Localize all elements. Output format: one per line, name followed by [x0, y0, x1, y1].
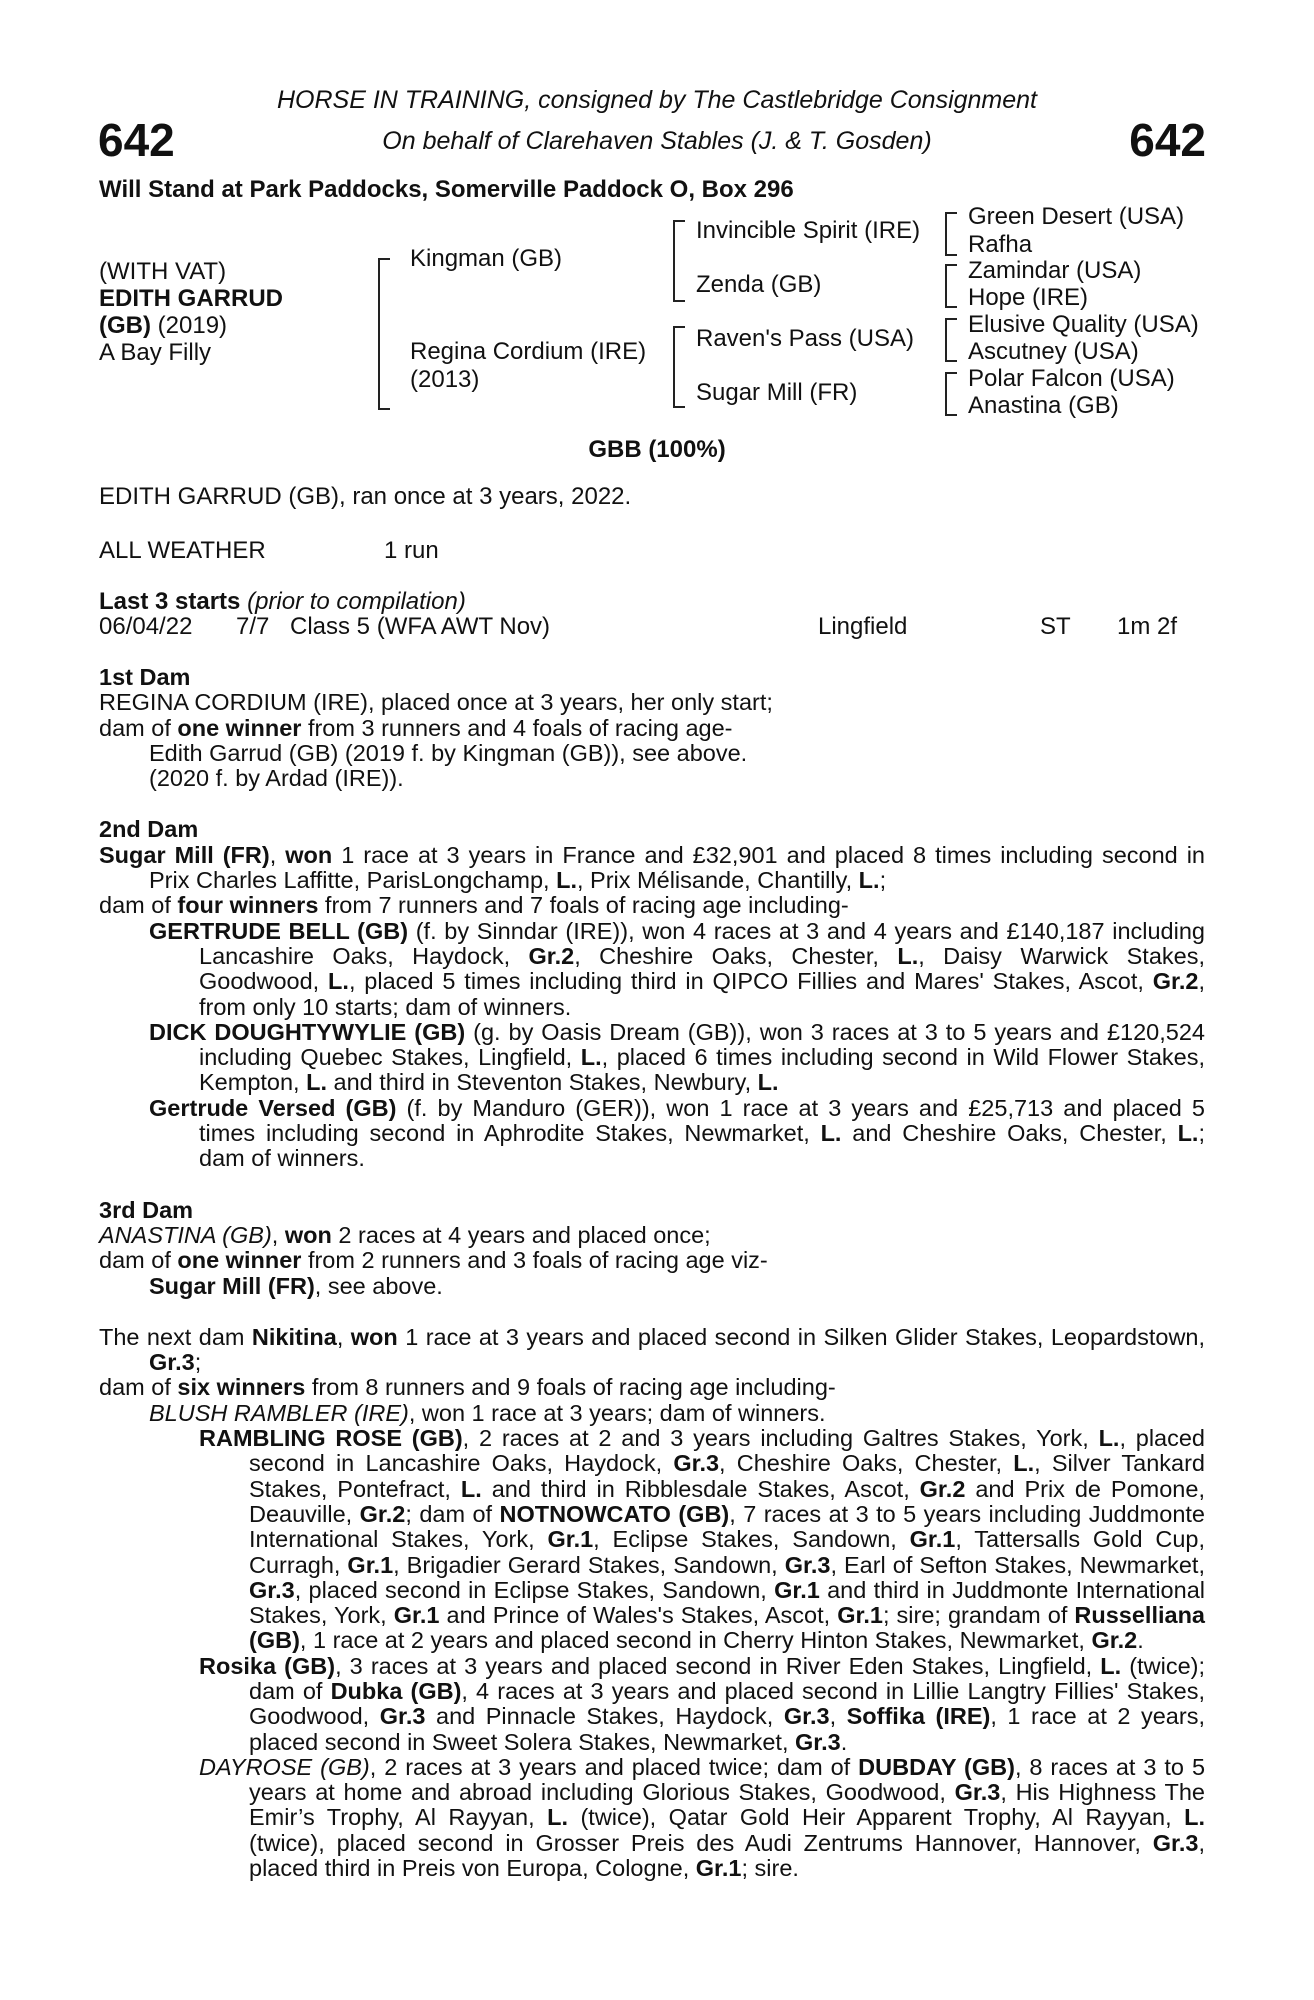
surface-label: ALL WEATHER [99, 537, 266, 564]
text-run: Gr.1 [393, 1602, 440, 1629]
gertrude-versed-entry: Gertrude Versed (GB) (f. by Manduro (GER)), won 1 race at 3 years and £25,713 and placed 5 times including second in Aphrodite Stakes, Newmarket, L. and Cheshire Oaks, Chester, L.; dam of winners. [149, 1094, 1206, 1172]
sire-sire-dam: Rafha [968, 231, 1033, 258]
text-run: ; dam of [405, 1500, 500, 1527]
dick-doughtywylie-entry: DICK DOUGHTYWYLIE (GB) (g. by Oasis Dream (GB)), won 3 races at 3 to 5 years and £120,524 including Quebec Stakes, Lingfield, L., placed 6 times including second in Wild Flower Stakes, Kempton, L. and third in Steventon Stakes, Newbury, L. [149, 1018, 1206, 1096]
sire-dam: Zenda (GB) [696, 271, 822, 298]
text-run: Gr.1 [547, 1526, 594, 1553]
pedigree-brace-2b [673, 326, 685, 408]
dam-year: (2013) [410, 366, 480, 393]
dam-lines [99, 665, 1205, 1881]
first-dam-title: 1st Dam [99, 664, 191, 690]
last-starts-heading: Last 3 starts (prior to compilation) [99, 588, 466, 615]
race-summary: EDITH GARRUD (GB), ran once at 3 years, 2022. [99, 483, 632, 510]
text-run: Gr.3 [379, 1703, 426, 1730]
text-run: (twice), Qatar Gold Heir Apparent Trophy, Al Rayyan, [567, 1804, 1185, 1831]
text-run: Gr.1 [909, 1526, 956, 1553]
text-run: Dubka (GB) [330, 1677, 462, 1704]
text-run: and Prince of Wales's Stakes, Ascot, [439, 1602, 838, 1629]
pedigree-brace-2a [673, 220, 685, 302]
dam-dam-dam: Anastina (GB) [968, 392, 1119, 419]
text-run: , Earl of Sefton Stakes, Newmarket, [830, 1551, 1205, 1578]
text-run: Gr.1 [347, 1551, 394, 1578]
text-run: RAMBLING ROSE (GB) [199, 1425, 463, 1452]
rambling-rose-entry [99, 1426, 1205, 1654]
text-run: . [840, 1728, 848, 1755]
text-run: L. [1100, 1652, 1122, 1679]
text-run: , His Highness The Emir’s Trophy, Al Rayyan, [249, 1779, 1205, 1831]
text-run: and third in Ribblesdale Stakes, Ascot, [481, 1475, 920, 1502]
surface-runs: 1 run [384, 537, 439, 564]
third-dam-line: ANASTINA (GB), won 2 races at 4 years and placed once; [99, 1221, 711, 1248]
stand-location: Will Stand at Park Paddocks, Somerville Paddock O, Box 296 [99, 176, 794, 203]
horse-origin-year: (GB) (2019) [99, 312, 228, 339]
text-run: , Cheshire Oaks, Chester, [719, 1450, 1014, 1477]
gbb-rating: GBB (100%) [588, 436, 726, 463]
text-run: and Prix de Pomone, Deauville, [249, 1475, 1205, 1527]
next-dam-line: The next dam Nikitina, won 1 race at 3 years and placed second in Silken Glider Stakes, Leopardstown, Gr.3; [99, 1323, 1206, 1376]
sire: Kingman (GB) [410, 245, 563, 272]
pedigree-brace-3d [945, 372, 957, 416]
pedigree-brace-3c [945, 318, 957, 362]
start-course: Lingfield [818, 613, 908, 640]
text-run: , placed second in Eclipse Stakes, Sandown, [294, 1576, 775, 1603]
first-dam-foal-1: Edith Garrud (GB) (2019 f. by Kingman (GB)), see above. [149, 739, 748, 766]
text-run: , 2 races at 3 years and placed twice; dam of [369, 1753, 859, 1780]
text-run: (twice); dam of [249, 1652, 1206, 1704]
dam-sire-sire: Elusive Quality (USA) [968, 311, 1199, 338]
text-run: , 1 race at 2 years and placed second in Cherry Hinton Stakes, Newmarket, [299, 1627, 1092, 1654]
second-dam-line: Sugar Mill (FR), won 1 race at 3 years in France and £32,901 and placed 8 times including second in Prix Charles Laffitte, ParisLongchamp, L., Prix Mélisande, Chantilly, L.; [99, 841, 1205, 894]
sire-sire-sire: Green Desert (USA) [968, 203, 1185, 230]
dam: Regina Cordium (IRE) [410, 338, 647, 365]
text-run: Gr.1 [774, 1576, 820, 1603]
pedigree-brace-3b [945, 264, 957, 308]
text-run: Rosika (GB) [199, 1652, 336, 1679]
text-run: L. [1184, 1804, 1205, 1831]
start-distance: 1m 2f [1117, 613, 1178, 640]
text-run: Russelliana (GB) [249, 1602, 1206, 1654]
text-run: L. [547, 1804, 568, 1831]
lot-number-right: 642 [1129, 114, 1206, 166]
text-run: Gr.2 [919, 1475, 966, 1502]
text-run: , 2 races at 2 and 3 years including Galtres Stakes, York, [462, 1425, 1099, 1452]
gertrude-bell-entry: GERTRUDE BELL (GB) (f. by Sinndar (IRE)), won 4 races at 3 and 4 years and £140,187 including Lancashire Oaks, Haydock, Gr.2, Cheshire Oaks, Chester, L., Daisy Warwick Stakes, Goodwood, L., placed 5 times including third in QIPCO Fillies and Mares' Stakes, Ascot, Gr.2, from only 10 starts; dam of winners. [149, 917, 1205, 1020]
text-run: DUBDAY (GB) [858, 1753, 1015, 1780]
pedigree-brace-1 [378, 258, 390, 410]
text-run: Gr.3 [795, 1728, 841, 1755]
text-run: L. [1098, 1425, 1120, 1452]
first-dam-foal-2: (2020 f. by Ardad (IRE)). [149, 765, 404, 792]
text-run: L. [460, 1475, 482, 1502]
text-run: Soffika (IRE) [846, 1703, 991, 1730]
pedigree-brace-3a [945, 212, 957, 256]
text-run: , 7 races at 3 to 5 years including Juddmonte International Stakes, York, [249, 1500, 1205, 1553]
text-run: Gr.3 [249, 1576, 295, 1603]
first-dam-produce: dam of one winner from 3 runners and 4 foals of racing age- [99, 714, 733, 741]
text-run: , Brigadier Gerard Stakes, Sandown, [393, 1551, 785, 1578]
start-position: 7/7 [236, 613, 270, 640]
text-run: Gr.2 [1091, 1627, 1138, 1654]
dam-sire-dam: Ascutney (USA) [968, 338, 1139, 365]
text-run: (twice), placed second in Grosser Preis des Audi Zentrums Hannover, Hannover, [249, 1829, 1153, 1856]
text-run: . [1137, 1627, 1144, 1654]
text-run: Gr.3 [673, 1450, 720, 1477]
third-dam-title: 3rd Dam [99, 1196, 194, 1223]
text-run: ; sire; grandam of [882, 1602, 1075, 1629]
sire-dam-sire: Zamindar (USA) [968, 257, 1142, 284]
text-run: Gr.2 [359, 1500, 406, 1527]
dam-sire: Raven's Pass (USA) [696, 325, 914, 352]
dam-dam-sire: Polar Falcon (USA) [968, 365, 1175, 392]
dam-dam: Sugar Mill (FR) [696, 379, 858, 406]
third-dam-foal: Sugar Mill (FR), see above. [149, 1272, 443, 1299]
text-run: Gr.3 [784, 1551, 831, 1578]
start-race: Class 5 (WFA AWT Nov) [290, 613, 551, 640]
text-run: , placed second in Lancashire Oaks, Haydock, [249, 1425, 1206, 1477]
text-run: , 8 races at 3 to 5 years at home and abroad including Glorious Stakes, Goodwood, [249, 1753, 1206, 1806]
text-run: Gr.3 [1152, 1829, 1199, 1856]
vat-note: (WITH VAT) [99, 258, 227, 285]
text-run: Gr.3 [783, 1703, 830, 1730]
start-date: 06/04/22 [99, 613, 193, 640]
text-run: ; sire. [741, 1855, 799, 1882]
text-run: , Tattersalls Gold Cup, Curragh, [249, 1526, 1205, 1578]
text-run: Gr.1 [695, 1855, 742, 1882]
text-run: L. [1013, 1450, 1035, 1477]
text-run: Gr.3 [954, 1779, 1001, 1806]
third-dam-produce: dam of one winner from 2 runners and 3 foals of racing age viz- [99, 1247, 768, 1274]
start-going: ST [1040, 613, 1071, 640]
sire-dam-dam: Hope (IRE) [968, 284, 1089, 311]
text-run: , 1 race at 2 years, placed second in Sweet Solera Stakes, Newmarket, [249, 1703, 1205, 1755]
text-run: , placed third in Preis von Europa, Cologne, [249, 1829, 1205, 1882]
text-run: and third in Juddmonte International Stakes, York, [249, 1576, 1205, 1629]
text-run: , 3 races at 3 years and placed second in River Eden Stakes, Lingfield, [335, 1652, 1101, 1679]
text-run: Gr.1 [837, 1602, 883, 1629]
text-run: , 4 races at 3 years and placed second in Lillie Langtry Fillies' Stakes, Goodwood, [249, 1677, 1205, 1730]
first-dam-line: REGINA CORDIUM (IRE), placed once at 3 years, her only start; [99, 689, 773, 716]
text-run: DAYROSE (GB) [199, 1753, 370, 1780]
horse-description: A Bay Filly [99, 339, 212, 366]
text-run: , [829, 1703, 847, 1730]
dayrose-entry [99, 1755, 1205, 1881]
consignor-line: On behalf of Clarehaven Stables (J. & T. Gosden) [382, 127, 932, 155]
consignment-line: HORSE IN TRAINING, consigned by The Castlebridge Consignment [276, 86, 1038, 114]
text-run: and Pinnacle Stakes, Haydock, [425, 1703, 784, 1730]
horse-name: EDITH GARRUD [99, 285, 283, 312]
next-dam-produce: dam of six winners from 8 runners and 9 foals of racing age including- [99, 1374, 836, 1401]
lot-number-left: 642 [98, 114, 175, 166]
text-run: , Eclipse Stakes, Sandown, [593, 1526, 910, 1553]
second-dam-produce: dam of four winners from 7 runners and 7 foals of racing age including- [99, 892, 849, 919]
sire-sire: Invincible Spirit (IRE) [696, 217, 921, 244]
second-dam-title: 2nd Dam [99, 816, 199, 843]
text-run: , Silver Tankard Stakes, Pontefract, [249, 1450, 1205, 1502]
blush-rambler-entry: BLUSH RAMBLER (IRE), won 1 race at 3 years; dam of winners. [149, 1399, 826, 1426]
text-run: NOTNOWCATO (GB) [499, 1500, 730, 1527]
rosika-entry [99, 1654, 1205, 1755]
